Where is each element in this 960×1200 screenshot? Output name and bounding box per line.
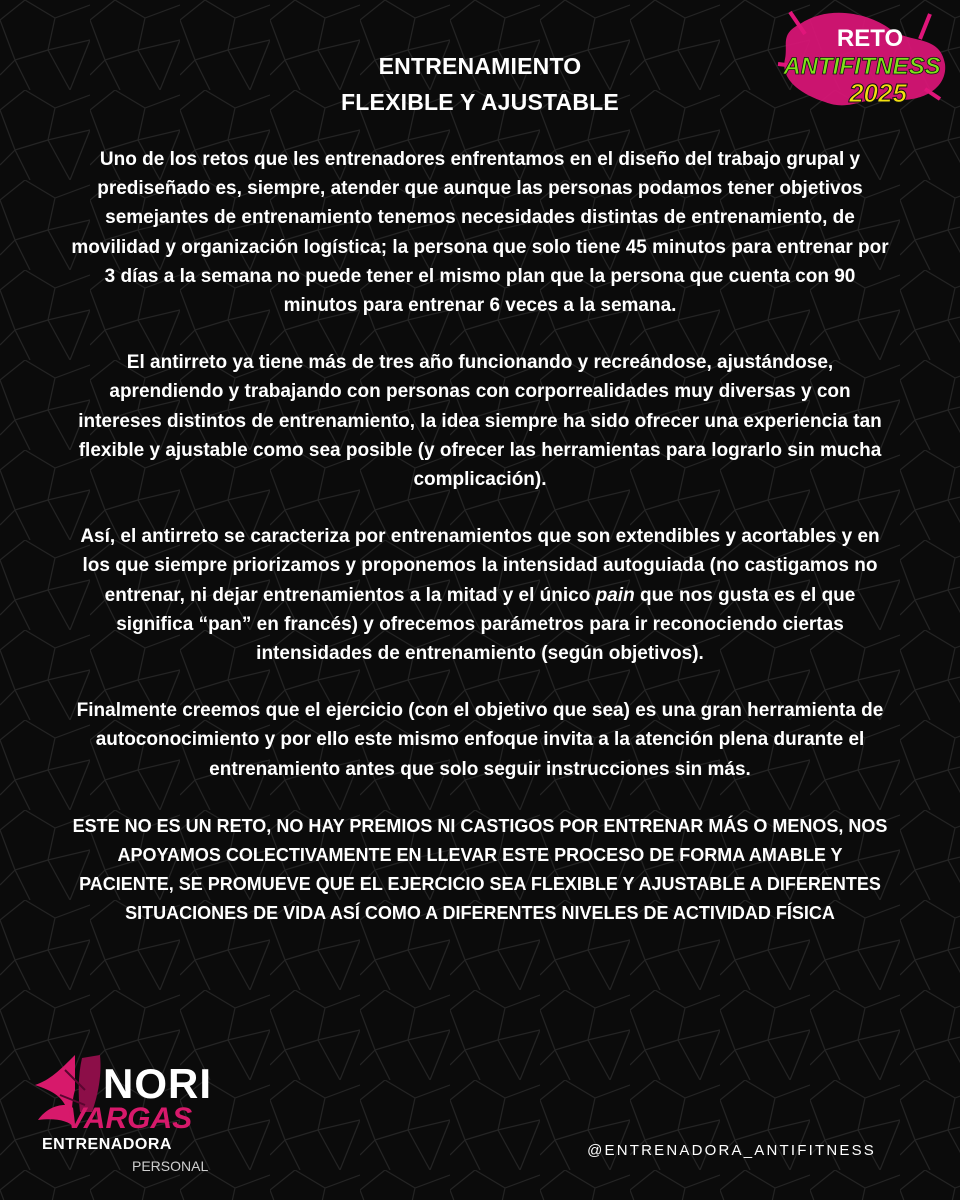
logo-year: 2025: [849, 78, 907, 108]
paragraph-1: Uno de los retos que les entrenadores enfrentamos en el diseño del trabajo grupal y prediseñado es, siempre, atender que aunque las personas podamos tener objetivos semejantes de entrenamiento tenemos necesidades distintas de entrenamiento, de movilidad y organización logística; la persona que solo tiene 45 minutos para entrenar por 3 días a la semana no puede tener el mismo plan que la persona que cuenta con 90 minutos para entrenar 6 veces a la semana.: [71, 149, 889, 317]
logo-role: ENTRENADORA: [42, 1136, 172, 1153]
paragraph-4: Finalmente creemos que el ejercicio (con el objetivo que sea) es una gran herramienta de autoconocimiento y por ello este mismo enfoque invita a la atención plena durante el entrenamiento antes que solo seguir instrucciones sin más.: [76, 700, 884, 780]
social-handle: @ENTRENADORA_ANTIFITNESS: [587, 1142, 876, 1159]
paragraph-3-text-a: Así, el antirreto se caracteriza por entrenamientos que son extendibles y acortables y en los que siempre priorizamos y proponemos la intensidad autoguiada (no castigamos no entrenar, ni dejar entrenamientos a la mitad y el único: [80, 526, 880, 606]
logo-antifitness-word: ANTIFITNESS: [783, 53, 941, 80]
reto-antifitness-logo: [770, 4, 950, 119]
title-line-2: FLEXIBLE Y AJUSTABLE: [341, 89, 619, 115]
paragraph-3: [70, 522, 890, 668]
logo-role-secondary: PERSONAL: [132, 1158, 209, 1174]
paragraph-3-italic: pain: [595, 584, 635, 606]
paragraph-2: El antirreto ya tiene más de tres año funcionando y recreándose, ajustándose, aprendiendo y trabajando con personas con corporrealidades muy diversas y con intereses distintos de entrenamiento, la idea siempre ha sido ofrecer una experiencia tan flexible y ajustable como sea posible (y ofrecer las herramientas para lograrlo sin mucha complicación).: [78, 352, 882, 491]
logo-name: NORI: [103, 1060, 212, 1107]
body-text: [70, 145, 890, 957]
paragraph-3-text-b: que nos gusta es el que significa “pan” en francés) y ofrecemos parámetros para ir reconociendo ciertas intensidades de entrenamiento (según objetivos).: [116, 584, 856, 665]
logo-surname: VARGAS: [66, 1102, 193, 1135]
logo-reto-word: RETO: [836, 25, 904, 52]
closing-statement: ESTE NO ES UN RETO, NO HAY PREMIOS NI CASTIGOS POR ENTRENAR MÁS O MENOS, NOS APOYAMOS COLECTIVAMENTE EN LLEVAR ESTE PROCESO DE FORMA AMABLE Y PACIENTE, SE PROMUEVE QUE EL EJERCICIO SEA FLEXIBLE Y AJUSTABLE A DIFERENTES SITUACIONES DE VIDA ASÍ COMO A DIFERENTES NIVELES DE ACTIVIDAD FÍSICA: [72, 815, 888, 924]
title-line-1: ENTRENAMIENTO: [378, 53, 582, 79]
